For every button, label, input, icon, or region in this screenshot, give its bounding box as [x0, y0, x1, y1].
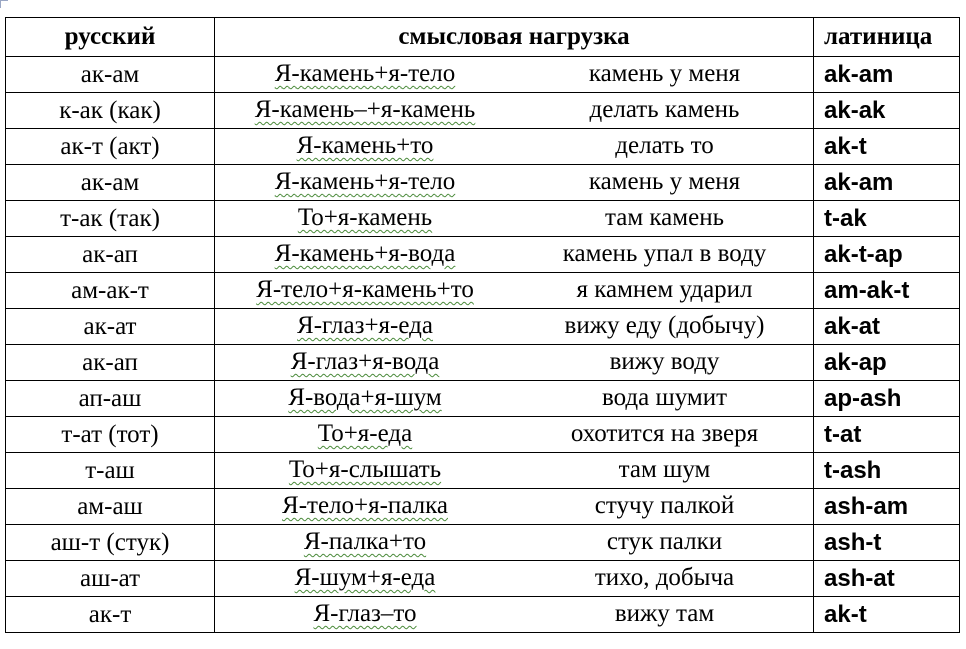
meaning-formula: [215, 381, 515, 415]
table-row: [6, 93, 960, 129]
cell-russian[interactable]: ак-ам: [6, 165, 215, 201]
table-row: [6, 453, 960, 489]
meaning-gloss: тихо, добыча: [594, 564, 735, 591]
cell-meaning[interactable]: [215, 525, 814, 561]
formula-text: Я-тело+я-камень+то: [256, 276, 474, 303]
formula-text: Я-камень+я-тело: [274, 60, 456, 87]
formula-text: Я-палка+то: [303, 528, 427, 555]
cell-russian[interactable]: т-аш: [6, 453, 215, 489]
cell-russian[interactable]: ак-т (акт): [6, 129, 215, 165]
cell-latin[interactable]: ash-t: [814, 525, 960, 561]
meaning-formula: [215, 417, 515, 451]
table-header-row: [6, 18, 960, 57]
formula-text: Я-камень+то: [296, 132, 434, 159]
cell-russian[interactable]: ак-ап: [6, 345, 215, 381]
cell-russian[interactable]: ак-ап: [6, 237, 215, 273]
cell-meaning[interactable]: [215, 417, 814, 453]
formula-text: То+я-слышать: [288, 456, 442, 483]
formula-text: Я-камень+я-тело: [274, 168, 456, 195]
meaning-gloss: вижу еду (добычу): [564, 312, 765, 339]
cell-meaning[interactable]: [215, 345, 814, 381]
meaning-gloss: стучу палкой: [594, 492, 735, 519]
meaning-formula: [215, 237, 515, 271]
formula-text: Я-камень–+я-камень: [254, 96, 476, 123]
cell-latin[interactable]: ash-at: [814, 561, 960, 597]
cell-latin[interactable]: ak-am: [814, 165, 960, 201]
table-row: [6, 237, 960, 273]
cell-meaning[interactable]: [215, 381, 814, 417]
table-row: [6, 489, 960, 525]
meaning-gloss: вижу там: [614, 600, 715, 627]
cell-meaning[interactable]: [215, 57, 814, 93]
formula-text: То+я-камень: [297, 204, 433, 231]
meaning-formula: [215, 345, 515, 379]
header-latin: латиница: [814, 18, 960, 57]
header-meaning: смысловая нагрузка: [215, 18, 814, 57]
meaning-formula: [215, 129, 515, 163]
cell-russian[interactable]: т-ат (тот): [6, 417, 215, 453]
formula-text: Я-вода+я-шум: [288, 384, 442, 411]
meaning-gloss: вижу воду: [609, 348, 720, 375]
cell-latin[interactable]: ak-t: [814, 597, 960, 633]
formula-text: Я-глаз+я-вода: [290, 348, 440, 375]
cell-russian[interactable]: ам-аш: [6, 489, 215, 525]
word-table: [5, 17, 960, 633]
cell-meaning[interactable]: [215, 273, 814, 309]
cell-latin[interactable]: am-ak-t: [814, 273, 960, 309]
cell-russian[interactable]: ак-ам: [6, 57, 215, 93]
table-row: [6, 57, 960, 93]
meaning-gloss: камень упал в воду: [562, 240, 767, 267]
meaning-formula: [215, 489, 515, 523]
table-row: [6, 525, 960, 561]
cell-russian[interactable]: т-ак (так): [6, 201, 215, 237]
table-row: [6, 201, 960, 237]
cell-meaning[interactable]: [215, 165, 814, 201]
cell-meaning[interactable]: [215, 201, 814, 237]
meaning-gloss: делать то: [615, 132, 714, 159]
table-row: [6, 309, 960, 345]
table-row: [6, 165, 960, 201]
cell-latin[interactable]: t-ash: [814, 453, 960, 489]
table-row: [6, 273, 960, 309]
cell-russian[interactable]: аш-т (стук): [6, 525, 215, 561]
cell-latin[interactable]: ak-ap: [814, 345, 960, 381]
formula-text: Я-камень+я-вода: [274, 240, 456, 267]
meaning-formula: [215, 273, 515, 307]
cell-latin[interactable]: ak-am: [814, 57, 960, 93]
table-row: [6, 129, 960, 165]
cell-latin[interactable]: ak-t-ap: [814, 237, 960, 273]
table-row: [6, 417, 960, 453]
cell-latin[interactable]: ak-at: [814, 309, 960, 345]
cell-meaning[interactable]: [215, 129, 814, 165]
meaning-gloss: делать камень: [589, 96, 740, 123]
cell-latin[interactable]: ak-ak: [814, 93, 960, 129]
formula-text: Я-глаз–то: [313, 600, 417, 627]
cell-russian[interactable]: ап-аш: [6, 381, 215, 417]
meaning-formula: [215, 453, 515, 487]
meaning-gloss: там шум: [618, 456, 711, 483]
table-row: [6, 381, 960, 417]
meaning-gloss: камень у меня: [588, 60, 741, 87]
cell-latin[interactable]: t-ak: [814, 201, 960, 237]
table-body: [6, 57, 960, 633]
cell-latin[interactable]: ak-t: [814, 129, 960, 165]
meaning-gloss: камень у меня: [588, 168, 741, 195]
cell-latin[interactable]: ash-am: [814, 489, 960, 525]
table-row: [6, 597, 960, 633]
formula-text: Я-тело+я-палка: [282, 492, 448, 519]
cell-meaning[interactable]: [215, 237, 814, 273]
header-russian: русский: [6, 18, 215, 57]
cell-russian[interactable]: ак-ат: [6, 309, 215, 345]
cell-meaning[interactable]: [215, 489, 814, 525]
cell-meaning[interactable]: [215, 309, 814, 345]
meaning-formula: [215, 165, 515, 199]
meaning-formula: [215, 561, 515, 595]
meaning-formula: [215, 309, 515, 343]
meaning-gloss: я камнем ударил: [576, 276, 753, 303]
cell-meaning[interactable]: [215, 561, 814, 597]
cell-russian[interactable]: аш-ат: [6, 561, 215, 597]
table-row: [6, 345, 960, 381]
meaning-formula: [215, 597, 515, 631]
formula-text: То+я-еда: [317, 420, 413, 447]
formula-text: Я-шум+я-еда: [294, 564, 436, 591]
cell-meaning[interactable]: [215, 93, 814, 129]
cell-meaning[interactable]: [215, 453, 814, 489]
meaning-gloss: охотится на зверя: [570, 420, 759, 447]
meaning-formula: [215, 93, 515, 127]
meaning-gloss: стук палки: [606, 528, 723, 555]
table-row: [6, 561, 960, 597]
meaning-formula: [215, 525, 515, 559]
meaning-formula: [215, 57, 515, 91]
formula-text: Я-глаз+я-еда: [297, 312, 433, 339]
cell-russian[interactable]: ак-т: [6, 597, 215, 633]
meaning-gloss: вода шумит: [601, 384, 728, 411]
meaning-formula: [215, 201, 515, 235]
cell-meaning[interactable]: [215, 597, 814, 633]
meaning-gloss: там камень: [605, 204, 724, 231]
cell-latin[interactable]: ap-ash: [814, 381, 960, 417]
cell-latin[interactable]: t-at: [814, 417, 960, 453]
table-move-handle[interactable]: [0, 0, 8, 8]
cell-russian[interactable]: к-ак (как): [6, 93, 215, 129]
cell-russian[interactable]: ам-ак-т: [6, 273, 215, 309]
